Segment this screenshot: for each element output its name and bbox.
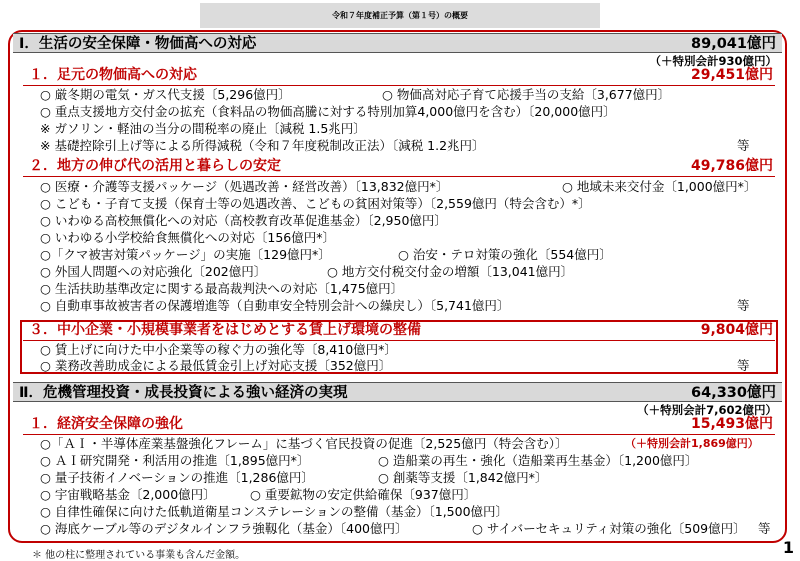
list-item: ※ ガソリン・軽油の当分の間税率の廃止〔減税 1.5兆円〕 xyxy=(40,121,366,136)
subsection-1-amount: 29,451億円 xyxy=(690,67,773,83)
item-text: ○ 造船業の再生・強化（造船業再生基金）〔1,200億円〕 xyxy=(378,453,698,468)
list-item: ○ 自律性確保に向けた低軌道衛星コンステレーションの整備（基金）〔1,500億円〕 xyxy=(40,504,509,519)
subsection-3-label: ３．中小企業・小規模事業者をはじめとする賃上げ環境の整備 xyxy=(29,322,421,338)
section-2-amount: 64,330億円 xyxy=(691,385,776,401)
subsection-1-label: １．足元の物価高への対応 xyxy=(29,67,197,83)
subsection-3-header xyxy=(23,322,775,341)
item-text: ○ 外国人問題への対応強化〔202億円〕 xyxy=(40,264,267,279)
page-title: 令和７年度補正予算（第１号）の概要 xyxy=(200,3,600,28)
subsection-2-header xyxy=(23,158,775,177)
section-1-label: Ⅰ．生活の安全保障・物価高への対応 xyxy=(19,36,257,52)
item-text: ○「クマ被害対策パッケージ」の実施〔129億円*〕 xyxy=(40,247,331,262)
subsection-2-amount: 49,786億円 xyxy=(690,158,773,174)
section-1-special-account: （＋特別会計930億円） xyxy=(649,54,777,68)
subsection-4-header xyxy=(23,416,775,435)
item-text: ○ 量子技術イノベーションの推進〔1,286億円〕 xyxy=(40,470,314,485)
list-item: ○ こども・子育て支援（保育士等の処遇改善、こどもの貧困対策等）〔2,559億円（特会含む）*〕 xyxy=(40,196,591,211)
item-text: ○ ＡＩ研究開発・利活用の推進〔1,895億円*〕 xyxy=(40,453,310,468)
item-text: ○ 海底ケーブル等のデジタルインフラ強靱化（基金）〔400億円〕 xyxy=(40,521,408,536)
list-item: ○ いわゆる高校無償化への対応（高校教育改革促進基金）〔2,950億円〕 xyxy=(40,213,447,228)
page-number: 1 xyxy=(782,538,794,557)
subsection-4-label: １．経済安全保障の強化 xyxy=(29,416,183,432)
item-text: ○ 治安・テロ対策の強化〔554億円〕 xyxy=(398,247,612,262)
section-1-header xyxy=(13,33,782,53)
list-item: ○ 生活扶助基準改定に関する最高裁判決への対応〔1,475億円〕 xyxy=(40,281,404,296)
item-text: ○ 物価高対応子育て応援手当の支給〔3,677億円〕 xyxy=(382,87,671,102)
subsection-1-header xyxy=(23,67,775,86)
etc-label: 等 xyxy=(737,358,750,373)
special-account-note: （＋特別会計1,869億円） xyxy=(625,437,759,450)
etc-label: 等 xyxy=(758,521,771,536)
list-item: ○ 重点支援地方交付金の拡充（食料品の物価高騰に対する特別加算4,000億円を含む）〔20,000億円〕 xyxy=(40,104,616,119)
etc-label: 等 xyxy=(737,298,750,313)
section-2-special-account: （＋特別会計7,602億円） xyxy=(637,403,777,417)
list-item: ○ 自動車事故被害者の保護増進等（自動車安全特別会計への繰戻し）〔5,741億円〕 xyxy=(40,298,510,313)
list-item: ※ 基礎控除引上げ等による所得減税（令和７年度税制改正法）〔減税 1.2兆円〕 xyxy=(40,138,485,153)
subsection-4-amount: 15,493億円 xyxy=(690,416,773,432)
item-text: ○ サイバーセキュリティ対策の強化〔509億円〕 xyxy=(472,521,746,536)
section-1-amount: 89,041億円 xyxy=(691,36,776,52)
subsection-3-amount: 9,804億円 xyxy=(700,322,773,338)
item-text: ○ 厳冬期の電気・ガス代支援〔5,296億円〕 xyxy=(40,87,291,102)
item-text: ○ 重要鉱物の安定供給確保〔937億円〕 xyxy=(250,487,477,502)
list-item: ○ 賃上げに向けた中小企業等の稼ぐ力の強化等〔8,410億円*〕 xyxy=(40,342,397,357)
item-text: ○ 地域未来交付金〔1,000億円*〕 xyxy=(562,179,757,194)
subsection-2-label: ２．地方の伸び代の活用と暮らしの安定 xyxy=(29,158,281,174)
item-text: ○「ＡＩ・半導体産業基盤強化フレーム」に基づく官民投資の促進〔2,525億円（特会含む）〕 xyxy=(40,436,568,451)
item-text: ○ 宇宙戦略基金〔2,000億円〕 xyxy=(40,487,216,502)
section-2-label: Ⅱ．危機管理投資・成長投資による強い経済の実現 xyxy=(19,385,348,401)
section-2-header xyxy=(13,382,782,402)
item-text: ○ 創薬等支援〔1,842億円*〕 xyxy=(378,470,548,485)
item-text: ○ 医療・介護等支援パッケージ（処遇改善・経営改善）〔13,832億円*〕 xyxy=(40,179,449,194)
item-text: ○ 地方交付税交付金の増額〔13,041億円〕 xyxy=(327,264,574,279)
list-item: ○ いわゆる小学校給食無償化への対応〔156億円*〕 xyxy=(40,230,335,245)
footnote: ＊ 他の柱に整理されている事業も含んだ金額。 xyxy=(32,550,246,561)
etc-label: 等 xyxy=(737,138,750,153)
list-item: ○ 業務改善助成金による最低賃金引上げ対応支援〔352億円〕 xyxy=(40,358,392,373)
